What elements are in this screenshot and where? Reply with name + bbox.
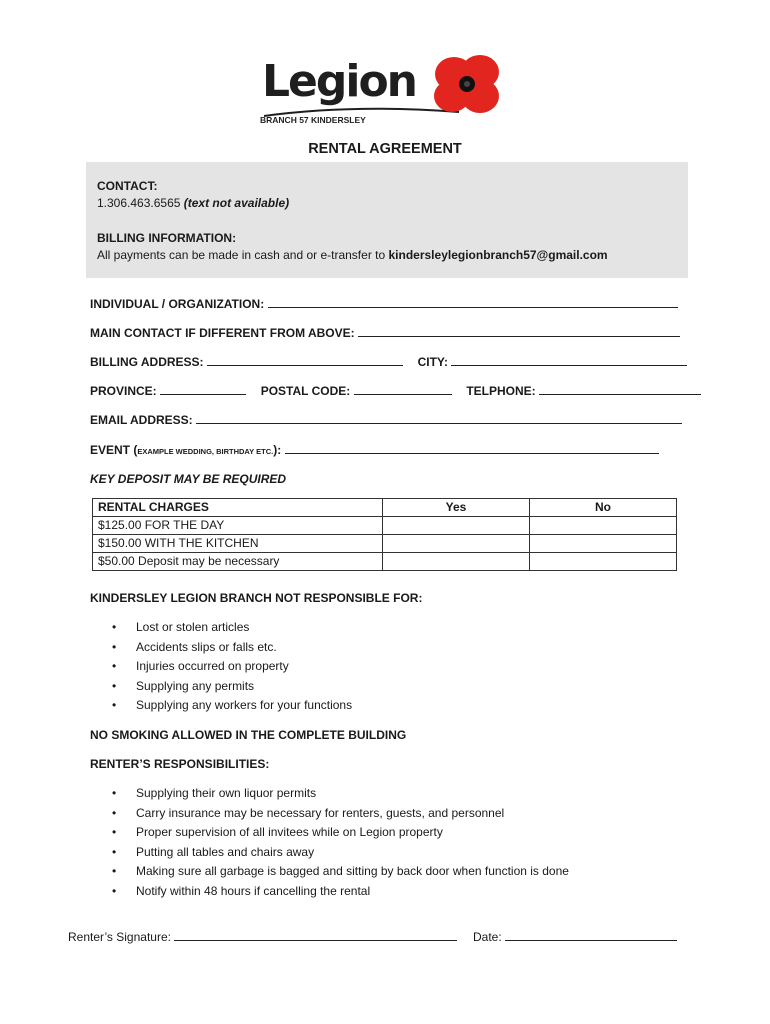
list-item: • Lost or stolen articles <box>112 618 352 638</box>
yes-checkbox-cell[interactable] <box>383 517 530 535</box>
billing-email: kindersleylegionbranch57@gmail.com <box>388 248 608 262</box>
individual-organization-line[interactable] <box>268 297 678 308</box>
date-label: Date: <box>473 930 502 944</box>
email-address-line[interactable] <box>196 413 682 424</box>
list-item: • Injuries occurred on property <box>112 657 352 677</box>
renter-signature-line[interactable] <box>174 930 457 941</box>
list-item: • Accidents slips or falls etc. <box>112 638 352 658</box>
province-postal-phone-field[interactable] <box>90 384 701 398</box>
rental-charge-cell: $50.00 Deposit may be necessary <box>93 553 383 571</box>
no-smoking-notice: NO SMOKING ALLOWED IN THE COMPLETE BUILDING <box>90 728 407 742</box>
list-item: • Putting all tables and chairs away <box>112 843 569 863</box>
individual-organization-field[interactable] <box>90 297 678 311</box>
event-label-prefix: EVENT ( <box>90 443 138 457</box>
contact-phone-line <box>97 196 289 210</box>
billing-address-line[interactable] <box>207 355 403 366</box>
yes-checkbox-cell[interactable] <box>383 535 530 553</box>
contact-phone-note: (text not available) <box>183 196 290 210</box>
main-contact-label: MAIN CONTACT IF DIFFERENT FROM ABOVE: <box>90 326 355 340</box>
not-responsible-list <box>112 618 352 716</box>
rental-charge-cell: $125.00 FOR THE DAY <box>93 517 383 535</box>
list-item: • Supplying any workers for your functions <box>112 696 352 716</box>
province-label: PROVINCE: <box>90 384 157 398</box>
not-responsible-heading: KINDERSLEY LEGION BRANCH NOT RESPONSIBLE FOR: <box>90 591 423 605</box>
postal-code-line[interactable] <box>354 384 452 395</box>
billing-address-field[interactable] <box>90 355 687 369</box>
list-item: • Proper supervision of all invitees while on Legion property <box>112 823 569 843</box>
list-item: • Notify within 48 hours if cancelling the rental <box>112 882 569 902</box>
header-rental-charges: RENTAL CHARGES <box>93 499 383 517</box>
main-contact-line[interactable] <box>358 326 680 337</box>
no-checkbox-cell[interactable] <box>530 535 677 553</box>
header-yes: Yes <box>383 499 530 517</box>
table-header-row <box>93 499 677 517</box>
list-item: • Supplying their own liquor permits <box>112 784 569 804</box>
list-item: • Supplying any permits <box>112 677 352 697</box>
billing-label: BILLING INFORMATION: <box>97 231 237 245</box>
table-row <box>93 535 677 553</box>
event-line[interactable] <box>285 443 659 454</box>
date-line[interactable] <box>505 930 677 941</box>
email-address-label: EMAIL ADDRESS: <box>90 413 193 427</box>
date-field[interactable] <box>473 930 677 944</box>
billing-address-label: BILLING ADDRESS: <box>90 355 204 369</box>
table-row <box>93 553 677 571</box>
rental-charges-table <box>92 498 677 571</box>
main-contact-field[interactable] <box>90 326 680 340</box>
page-title: RENTAL AGREEMENT <box>308 141 462 157</box>
key-deposit-note: KEY DEPOSIT MAY BE REQUIRED <box>90 472 287 486</box>
list-item: • Carry insurance may be necessary for renters, guests, and personnel <box>112 804 569 824</box>
contact-label: CONTACT: <box>97 179 158 193</box>
renter-signature-label: Renter’s Signature: <box>68 930 171 944</box>
billing-text: All payments can be made in cash and or e-transfer to <box>97 248 386 262</box>
contact-info-box <box>86 162 688 278</box>
event-example: EXAMPLE WEDDING, BIRTHDAY ETC. <box>137 447 274 456</box>
event-field[interactable] <box>90 443 659 457</box>
yes-checkbox-cell[interactable] <box>383 553 530 571</box>
province-line[interactable] <box>160 384 246 395</box>
poppy-icon <box>430 52 504 120</box>
table-row <box>93 517 677 535</box>
legion-logo <box>258 52 518 132</box>
rental-charge-cell: $150.00 WITH THE KITCHEN <box>93 535 383 553</box>
header-no: No <box>530 499 677 517</box>
event-label-suffix: ): <box>273 443 282 457</box>
postal-code-label: POSTAL CODE: <box>260 384 351 398</box>
telephone-line[interactable] <box>539 384 701 395</box>
renter-signature-field[interactable] <box>68 930 457 944</box>
list-item: • Making sure all garbage is bagged and sitting by back door when function is done <box>112 862 569 882</box>
city-label: CITY: <box>417 355 449 369</box>
individual-organization-label: INDIVIDUAL / ORGANIZATION: <box>90 297 265 311</box>
logo-subtitle: BRANCH 57 KINDERSLEY <box>260 115 366 125</box>
billing-text-line <box>97 248 608 262</box>
renter-responsibilities-heading: RENTER’S RESPONSIBILITIES: <box>90 757 270 771</box>
contact-phone: 1.306.463.6565 <box>97 196 181 210</box>
renter-responsibilities-list <box>112 784 569 902</box>
email-address-field[interactable] <box>90 413 682 427</box>
no-checkbox-cell[interactable] <box>530 553 677 571</box>
city-line[interactable] <box>451 355 687 366</box>
telephone-label: TELPHONE: <box>466 384 536 398</box>
logo-wordmark: Legion <box>262 56 417 107</box>
no-checkbox-cell[interactable] <box>530 517 677 535</box>
